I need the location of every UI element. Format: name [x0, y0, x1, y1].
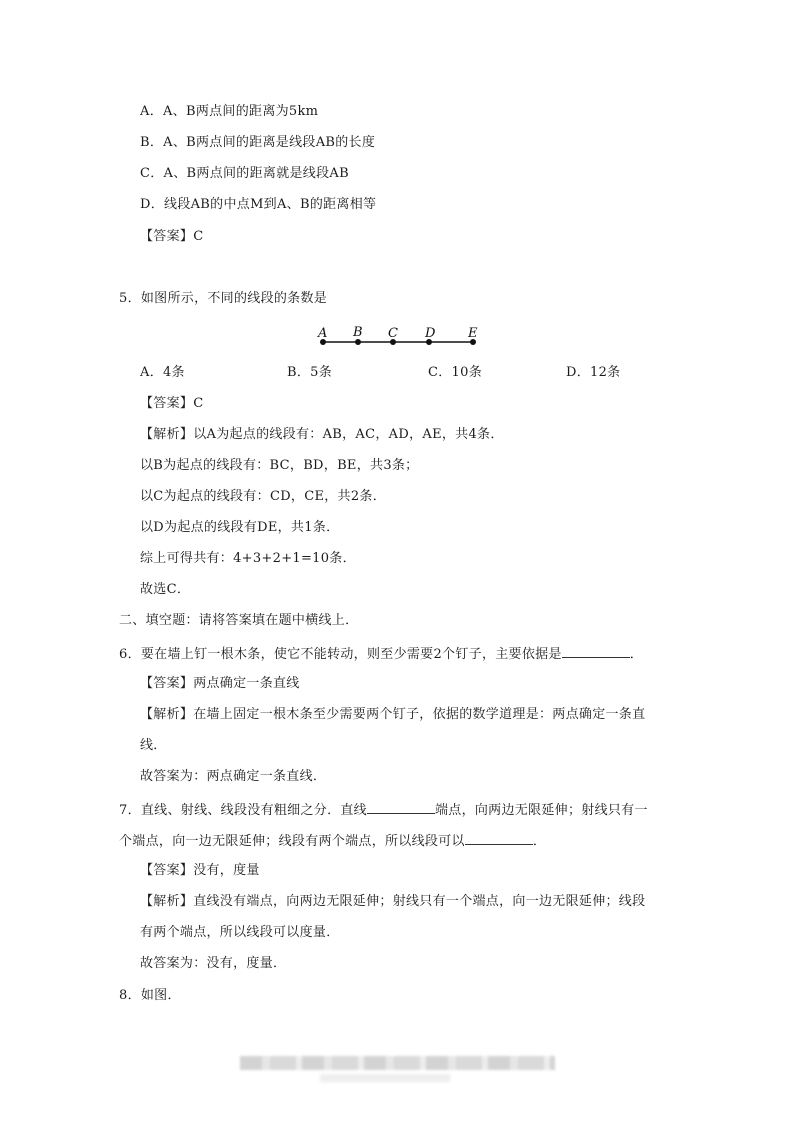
q6-analysis-1: 【解析】在墙上固定一根木条至少需要两个钉子，依据的数学道理是：两点确定一条直	[140, 707, 646, 722]
q5-option-b: B．5条	[287, 365, 333, 380]
q4-answer: 【答案】C	[140, 229, 204, 244]
q5-segment-figure	[310, 322, 490, 350]
q7-stem-end: ．	[532, 834, 547, 849]
q6-answer: 【答案】两点确定一条直线	[140, 676, 300, 691]
q6-conclusion: 故答案为：两点确定一条直线．	[140, 769, 327, 784]
q7-stem-line2	[119, 831, 546, 851]
label-c: C	[388, 326, 398, 341]
label-e: E	[468, 326, 478, 341]
q7-stem-line1	[119, 800, 648, 820]
q7-stem-text-1: 7．直线、射线、线段没有粗细之分．直线	[119, 803, 367, 818]
q6-stem-end: ．	[629, 647, 644, 662]
label-a: A	[318, 326, 328, 341]
q8-stem: 8．如图．	[119, 988, 181, 1003]
q5-option-d: D．12条	[566, 365, 621, 380]
label-b: B	[353, 325, 363, 340]
q6-stem	[119, 644, 643, 664]
q4-option-b: B．A、B两点间的距离是线段AB的长度	[140, 135, 376, 150]
q7-stem-text-3: 个端点，向一边无限延伸；线段有两个端点，所以线段可以	[119, 834, 465, 849]
q6-blank	[562, 644, 630, 658]
q7-blank-1	[367, 800, 435, 814]
q4-option-d: D．线段AB的中点M到A、B的距离相等	[140, 197, 377, 212]
q4-option-c: C．A、B两点间的距离就是线段AB	[140, 166, 349, 181]
q5-option-c: C．10条	[428, 365, 482, 380]
footer-watermark-sub	[320, 1074, 450, 1082]
q7-blank-2	[465, 831, 533, 845]
label-d: D	[425, 326, 436, 341]
q7-analysis-2: 有两个端点，所以线段可以度量．	[140, 925, 340, 940]
q5-analysis-6: 故选C．	[140, 582, 191, 597]
q5-option-a: A．4条	[140, 365, 185, 380]
footer-watermark	[240, 1056, 555, 1070]
q5-analysis-4: 以D为起点的线段有DE，共1条．	[140, 520, 340, 535]
q5-stem: 5．如图所示，不同的线段的条数是	[119, 291, 328, 306]
q4-option-a: A．A、B两点间的距离为5km	[140, 104, 319, 119]
q5-analysis-5: 综上可得共有：4+3+2+1=10条．	[140, 551, 356, 566]
q7-analysis-1: 【解析】直线没有端点，向两边无限延伸；射线只有一个端点，向一边无限延伸；线段	[140, 894, 646, 909]
q5-analysis-2: 以B为起点的线段有：BC，BD，BE，共3条；	[140, 458, 419, 473]
q5-analysis-1: 【解析】以A为起点的线段有：AB，AC，AD，AE，共4条．	[140, 427, 504, 442]
q5-analysis-3: 以C为起点的线段有：CD，CE，共2条．	[140, 489, 387, 504]
q6-stem-text: 6．要在墙上钉一根木条，使它不能转动，则至少需要2个钉子，主要依据是	[119, 647, 562, 662]
section-heading: 二、填空题：请将答案填在题中横线上．	[119, 613, 359, 628]
q6-analysis-2: 线．	[140, 738, 167, 753]
q5-answer: 【答案】C	[140, 396, 204, 411]
q7-answer: 【答案】没有，度量	[140, 863, 260, 878]
q7-stem-text-2: 端点，向两边无限延伸；射线只有一	[434, 803, 648, 818]
q7-conclusion: 故答案为：没有，度量．	[140, 956, 287, 971]
